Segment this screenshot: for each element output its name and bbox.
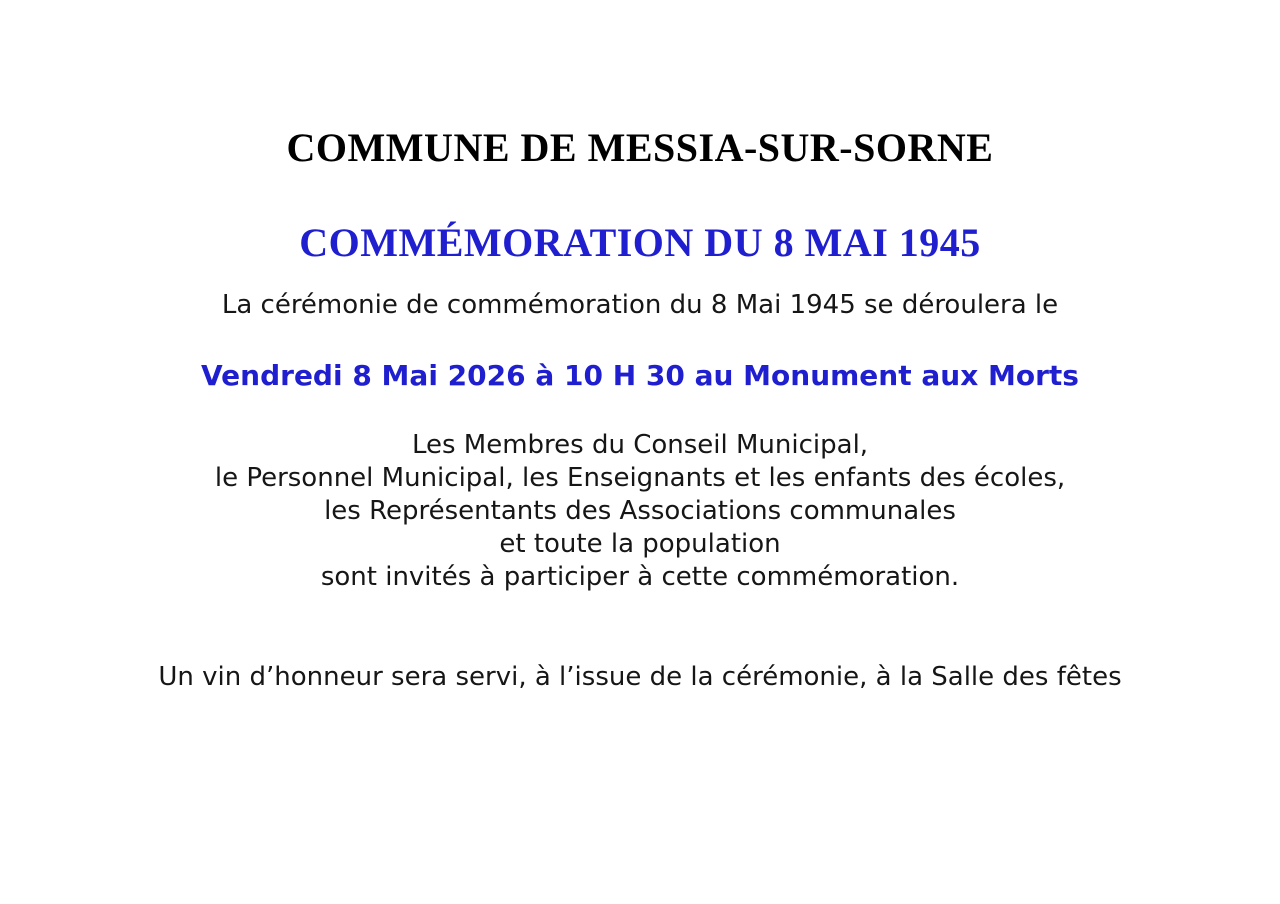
event-date-location-text: Vendredi 8 Mai 2026 à 10 H 30 au Monument aux Morts — [201, 359, 1079, 392]
invitation-line: Les Membres du Conseil Municipal, — [411, 430, 869, 460]
vin-honneur-text: Un vin d’honneur sera servi, à l’issue de la cérémonie, à la Salle des fêtes — [158, 662, 1122, 692]
invitation-paragraph — [0, 429, 1280, 594]
ceremony-intro-text: La cérémonie de commémoration du 8 Mai 1945 se déroulera le — [221, 290, 1059, 320]
commemoration-heading: COMMÉMORATION DU 8 MAI 1945 — [299, 220, 981, 265]
invitation-line: le Personnel Municipal, les Enseignants et les enfants des écoles, — [214, 463, 1066, 493]
commune-title: COMMUNE DE MESSIA-SUR-SORNE — [286, 125, 994, 170]
invitation-line: sont invités à participer à cette commémoration. — [320, 562, 960, 592]
invitation-line: et toute la population — [499, 529, 781, 559]
invitation-line: les Représentants des Associations communales — [324, 496, 956, 526]
